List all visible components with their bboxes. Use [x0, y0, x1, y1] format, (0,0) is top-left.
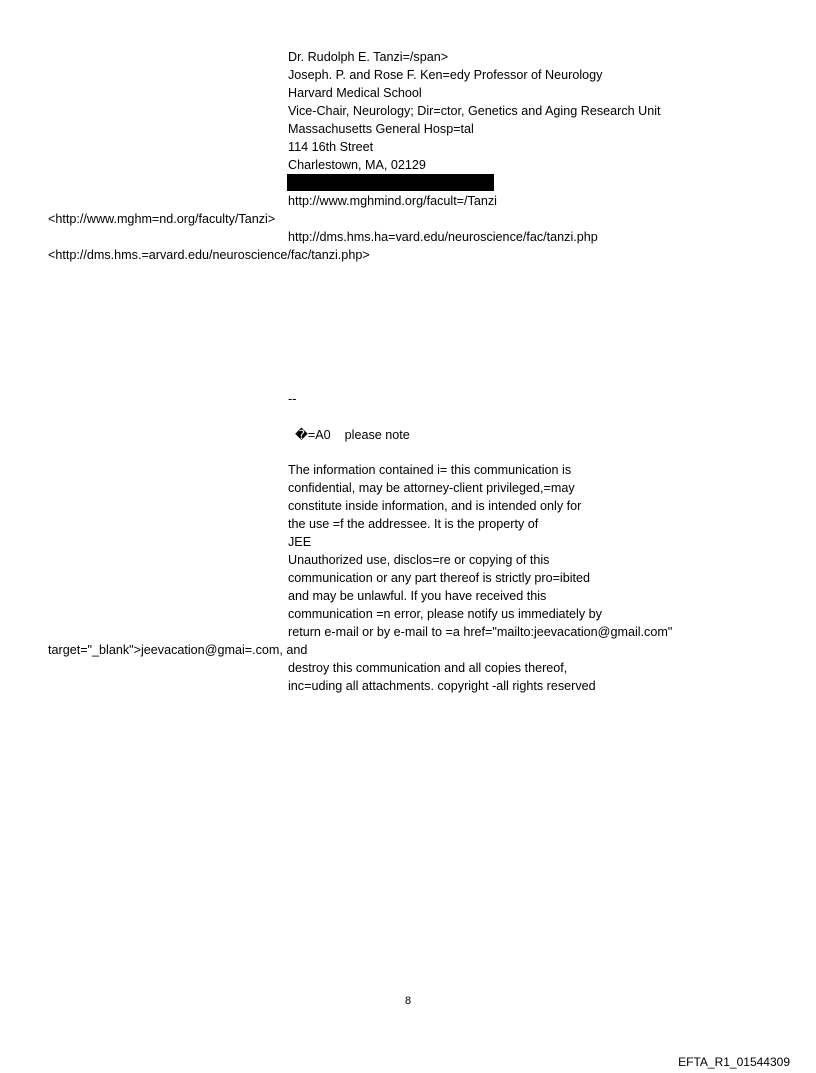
notice-line: destroy this communication and all copies thereof, [288, 661, 568, 675]
notice-line: The information contained i= this communication is [288, 463, 572, 477]
notice-line: return e-mail or by e-mail to =a href="mailto:jeevacation@gmail.com" [288, 625, 673, 639]
notice-line: confidential, may be attorney-client privileged,=may [288, 481, 575, 495]
signature-city: Charlestown, MA, 02129 [288, 158, 426, 172]
notice-line: the use =f the addressee. It is the property of [288, 517, 539, 531]
faculty-url: http://www.mghmind.org/facult=/Tanzi [288, 194, 497, 208]
notice-heading: �=A0 please note [295, 428, 410, 442]
notice-wrap-line: target="_blank">jeevacation@gmai=.com, and [48, 643, 308, 657]
notice-line: JEE [288, 535, 312, 549]
signature-separator: -- [288, 392, 297, 406]
signature-title: Joseph. P. and Rose F. Ken=edy Professor of Neurology [288, 68, 603, 82]
hms-url: http://dms.hms.ha=vard.edu/neuroscience/fac/tanzi.php [288, 230, 598, 244]
notice-line: inc=uding all attachments. copyright -all rights reserved [288, 679, 596, 693]
notice-line: constitute inside information, and is intended only for [288, 499, 582, 513]
hms-url-link: <http://dms.hms.=arvard.edu/neuroscience/fac/tanzi.php> [48, 248, 370, 262]
signature-street: 114 16th Street [288, 140, 374, 154]
redaction-bar [287, 174, 494, 191]
notice-line: communication =n error, please notify us immediately by [288, 607, 602, 621]
signature-school: Harvard Medical School [288, 86, 422, 100]
bates-number: EFTA_R1_01544309 [678, 1055, 790, 1069]
signature-hospital: Massachusetts General Hosp=tal [288, 122, 474, 136]
faculty-url-link: <http://www.mghm=nd.org/faculty/Tanzi> [48, 212, 276, 226]
signature-name: Dr. Rudolph E. Tanzi=/span> [288, 50, 449, 64]
signature-position: Vice-Chair, Neurology; Dir=ctor, Genetics and Aging Research Unit [288, 104, 661, 118]
notice-line: and may be unlawful. If you have received this [288, 589, 547, 603]
page-number: 8 [404, 995, 412, 1007]
notice-line: communication or any part thereof is strictly pro=ibited [288, 571, 591, 585]
notice-line: Unauthorized use, disclos=re or copying of this [288, 553, 550, 567]
